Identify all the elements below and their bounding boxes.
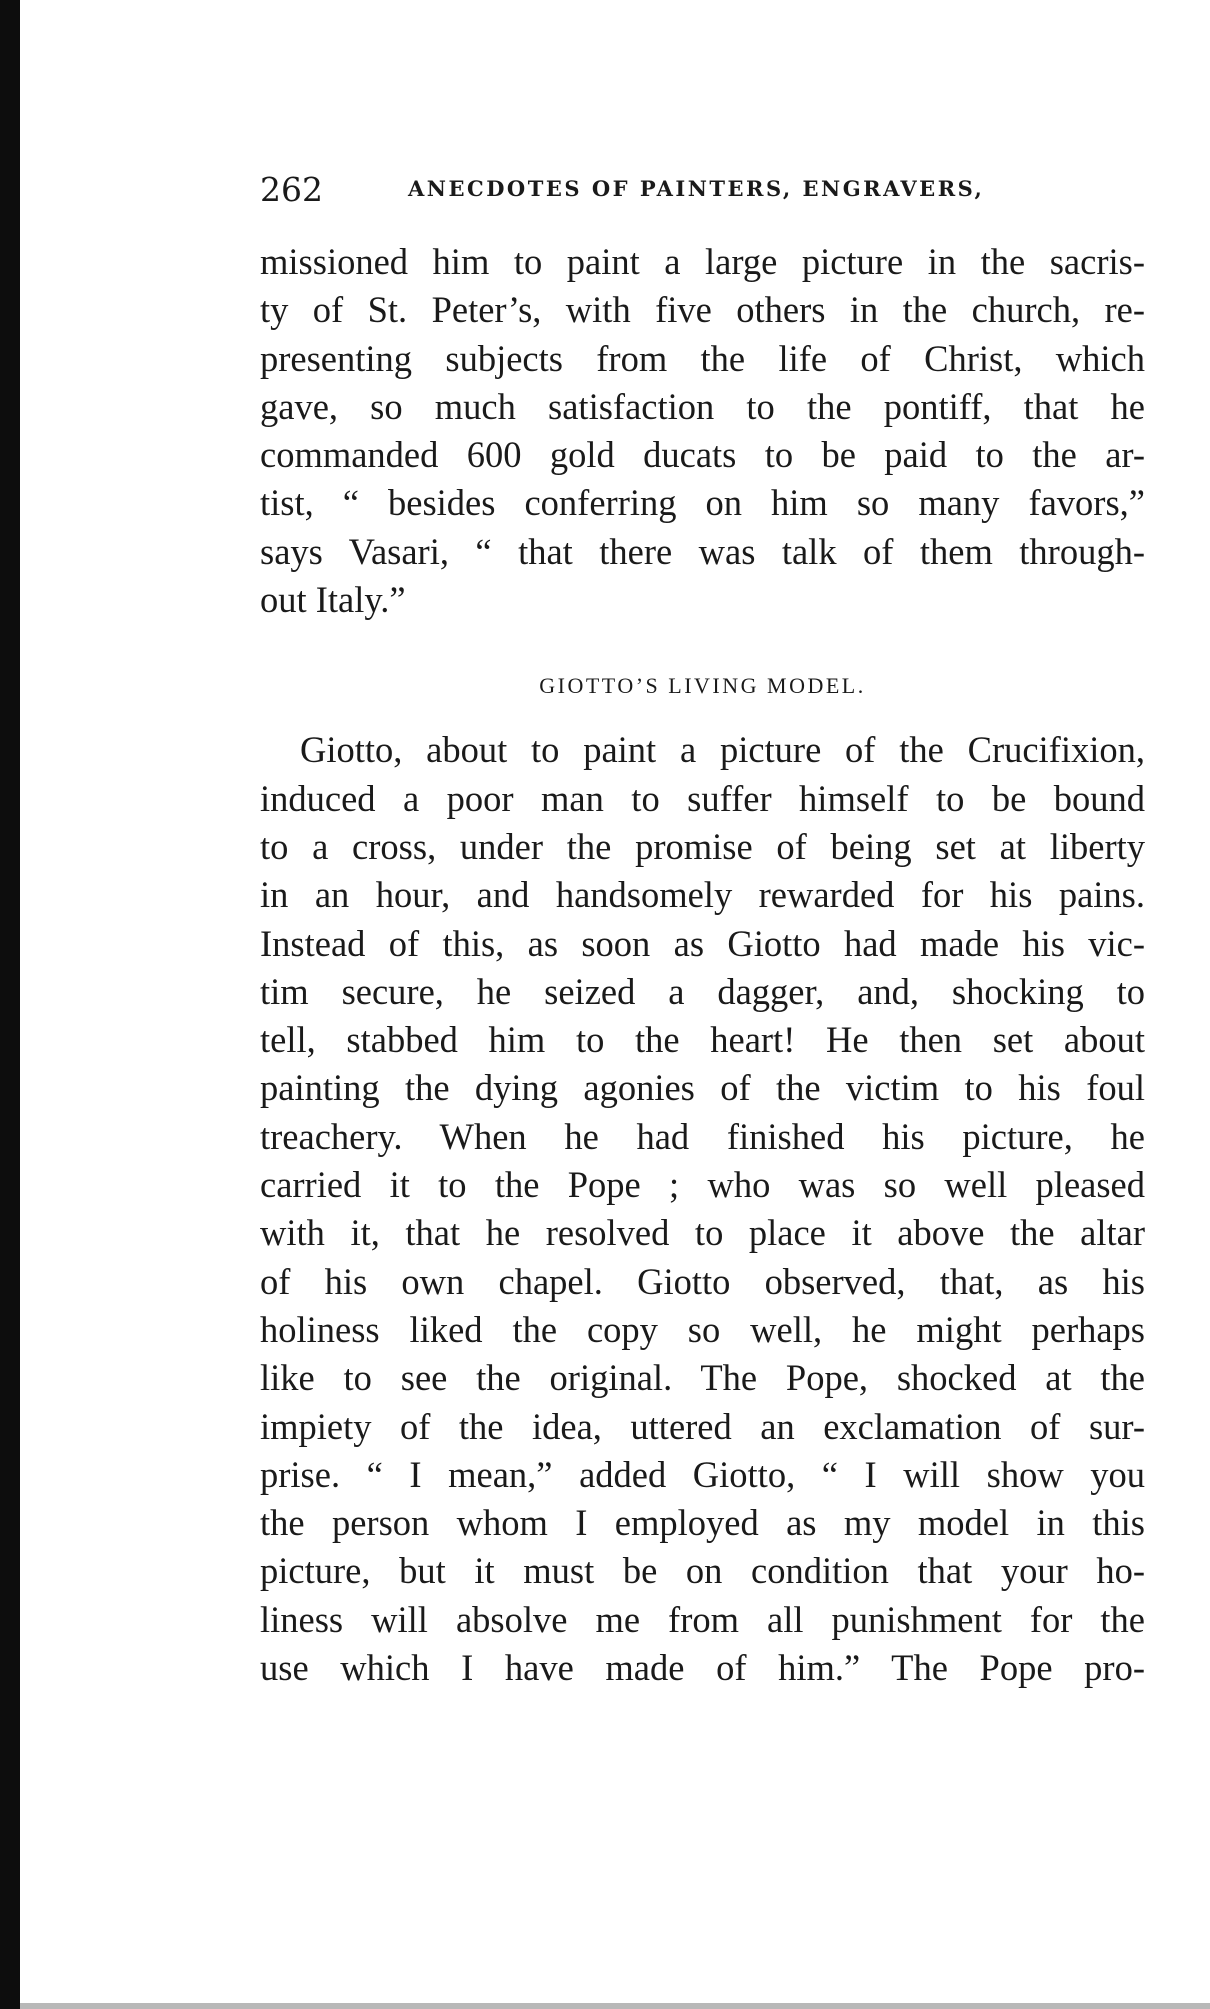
text-line: the person whom I employed as my model in this <box>260 1502 1145 1544</box>
text-line: in an hour, and handsomely rewarded for his pains. <box>260 874 1145 916</box>
text-line: holiness liked the copy so well, he might perhaps <box>260 1308 1145 1350</box>
text-line: use which I have made of him.” The Pope pro- <box>260 1647 1145 1689</box>
text-line: prise. “ I mean,” added Giotto, “ I will show you <box>260 1453 1145 1495</box>
text-line: ty of St. Peter’s, with five others in the church, re- <box>260 289 1145 331</box>
text-line: picture, but it must be on condition that your ho- <box>260 1550 1145 1592</box>
text-line: presenting subjects from the life of Christ, which <box>260 337 1145 379</box>
text-line: tim secure, he seized a dagger, and, shocking to <box>260 970 1145 1012</box>
text-line: to a cross, under the promise of being set at liberty <box>260 825 1145 867</box>
text-line: like to see the original. The Pope, shocked at the <box>260 1357 1145 1399</box>
text-line: treachery. When he had finished his picture, he <box>260 1115 1145 1157</box>
text-line: of his own chapel. Giotto observed, that, as his <box>260 1260 1145 1302</box>
text-line: impiety of the idea, uttered an exclamation of sur- <box>260 1405 1145 1447</box>
running-head <box>260 170 1145 220</box>
book-page <box>260 170 1145 1692</box>
paragraph-giotto <box>260 726 1145 1692</box>
text-line: commanded 600 gold ducats to be paid to the ar- <box>260 434 1145 476</box>
text-line: says Vasari, “ that there was talk of them through- <box>260 530 1145 572</box>
page-bottom-edge <box>20 2003 1210 2009</box>
text-line: tist, “ besides conferring on him so many favors,” <box>260 482 1145 524</box>
text-line: Giotto, about to paint a picture of the Crucifixion, <box>300 729 1145 771</box>
paragraph-continued <box>260 238 1145 624</box>
text-line: with it, that he resolved to place it above the altar <box>260 1212 1145 1254</box>
running-title: ANECDOTES OF PAINTERS, ENGRAVERS, <box>408 176 985 201</box>
text-line: liness will absolve me from all punishment for the <box>260 1598 1145 1640</box>
book-spine-edge <box>0 0 20 2009</box>
text-line: carried it to the Pope ; who was so well pleased <box>260 1164 1145 1206</box>
text-line: Instead of this, as soon as Giotto had made his vic- <box>260 922 1145 964</box>
section-heading: GIOTTO’S LIVING MODEL. <box>539 673 866 699</box>
text-line: painting the dying agonies of the victim to his foul <box>260 1067 1145 1109</box>
text-line: out Italy.” <box>260 579 406 621</box>
page-number: 262 <box>260 170 323 209</box>
text-line: gave, so much satisfaction to the pontiff, that he <box>260 385 1145 427</box>
text-line: induced a poor man to suffer himself to be bound <box>260 777 1145 819</box>
text-line: tell, stabbed him to the heart! He then set about <box>260 1019 1145 1061</box>
text-line: missioned him to paint a large picture in the sacris- <box>260 241 1145 282</box>
